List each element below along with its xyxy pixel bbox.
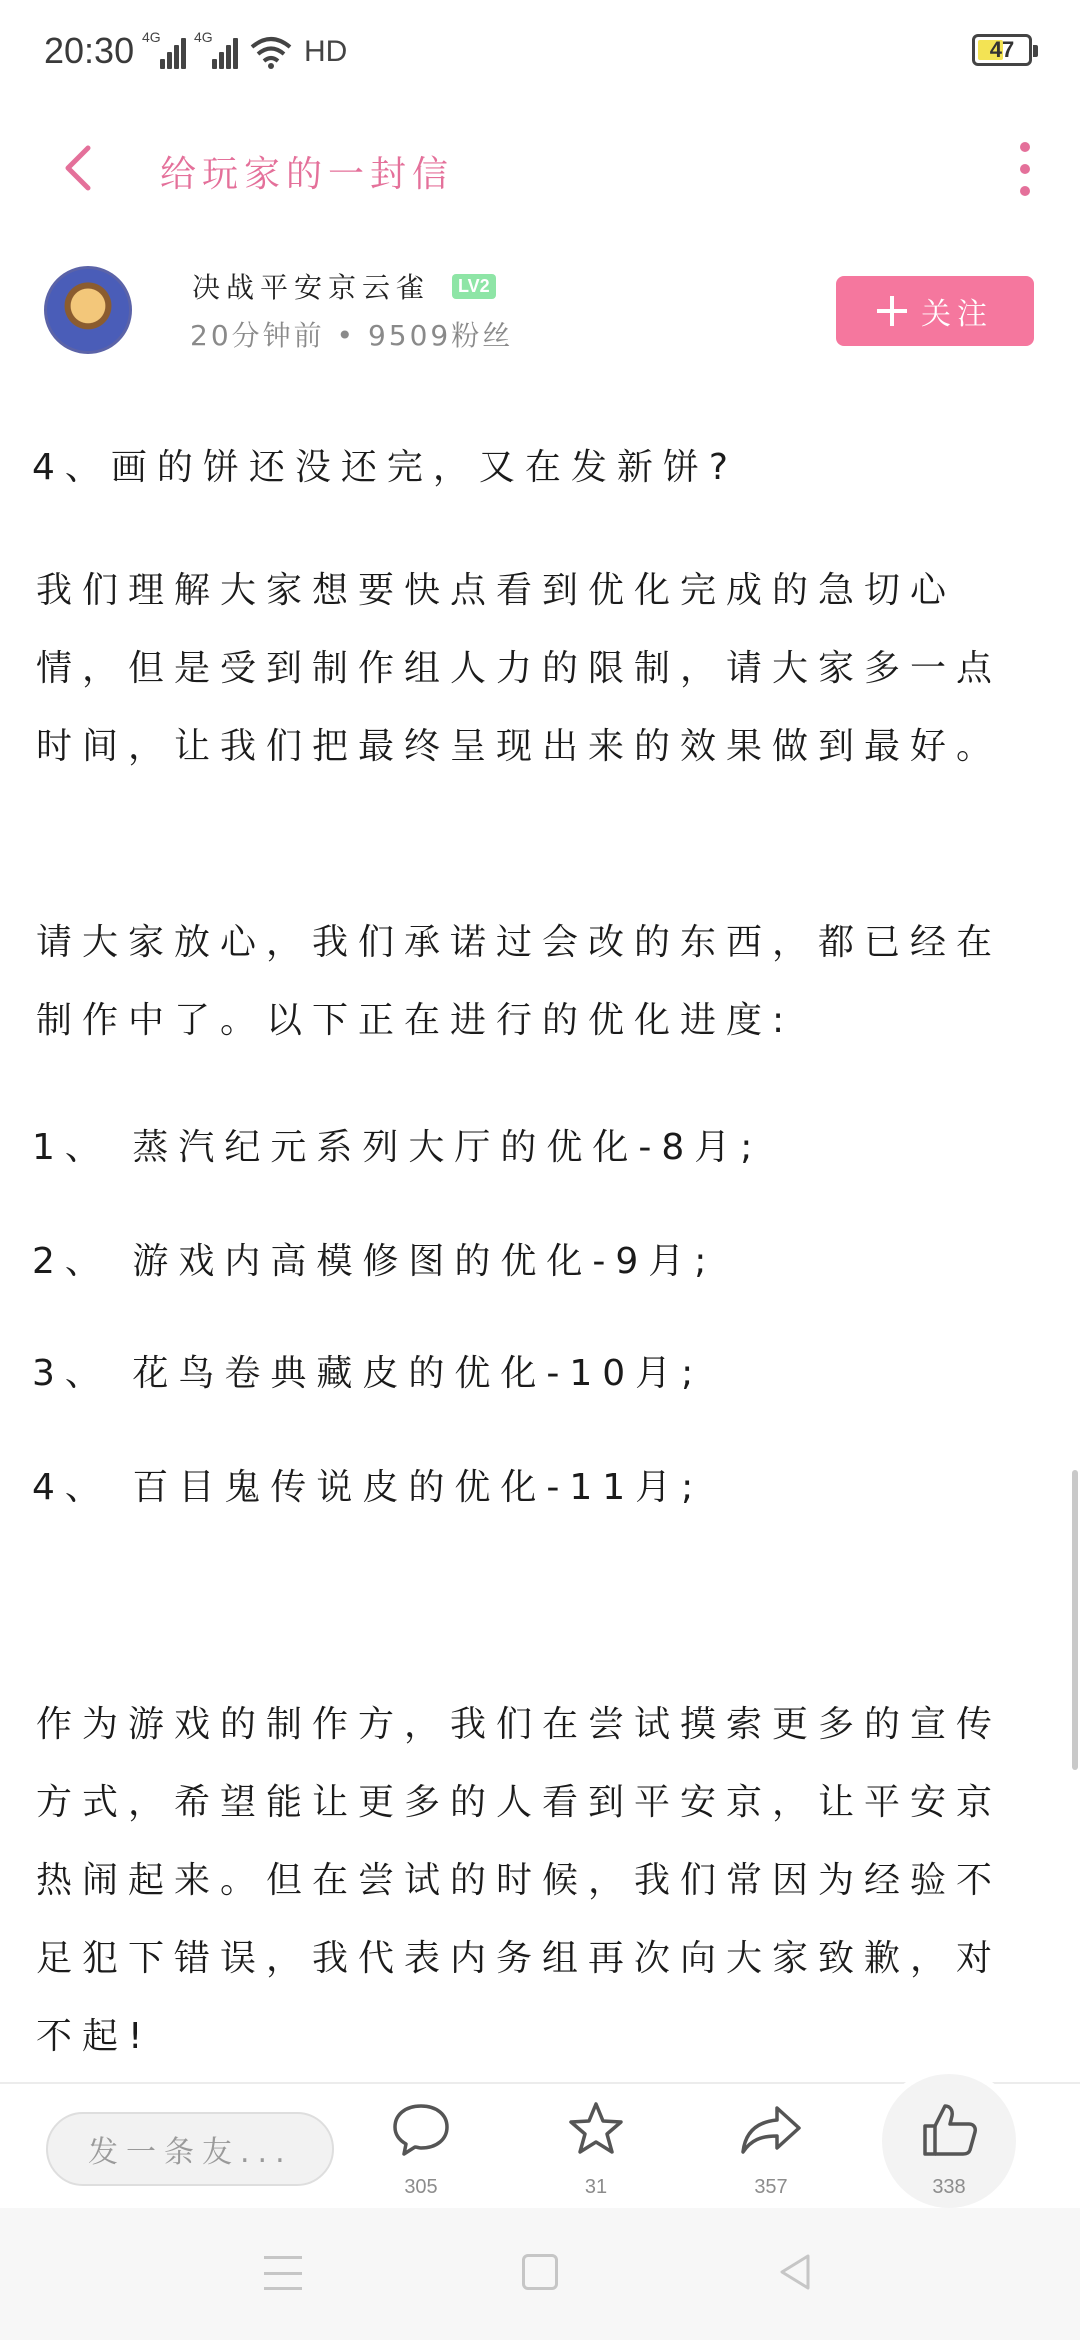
- more-vertical-icon[interactable]: [1010, 142, 1040, 196]
- author-name[interactable]: 决战平安京云雀: [192, 271, 431, 304]
- signal-icon: 4G: [146, 35, 186, 69]
- post-time: 20分钟前: [190, 319, 325, 352]
- level-badge: LV2: [452, 274, 496, 299]
- paragraph: 1、 蒸汽纪元系列大厅的优化-8月;: [32, 1127, 763, 1168]
- paragraph: 2、 游戏内高模修图的优化-9月;: [32, 1241, 717, 1282]
- paragraph: 4、画的饼还没还完，又在发新饼?: [32, 447, 739, 488]
- home-icon[interactable]: [522, 2254, 558, 2290]
- favorite-count: 31: [584, 2176, 608, 2198]
- header: [0, 118, 1080, 222]
- signal-icon: 4G: [198, 35, 238, 69]
- share-button[interactable]: [716, 2098, 826, 2208]
- paragraph: 请大家放心，我们承诺过会改的东西，都已经在制作中了。以下正在进行的优化进度:: [36, 922, 1003, 1041]
- author-meta: [190, 314, 513, 354]
- avatar[interactable]: [44, 266, 132, 354]
- battery-level: 47: [989, 37, 1015, 62]
- battery-icon: [972, 34, 1032, 66]
- paragraph: 3、 花鸟卷典藏皮的优化-10月;: [32, 1353, 704, 1394]
- paragraph: 作为游戏的制作方，我们在尝试摸索更多的宣传方式，希望能让更多的人看到平安京，让平安京热闹起来。但在尝试的时候，我们常因为经验不足犯下错误，我代表内务组再次向大家致歉，对不起!: [36, 1704, 1003, 2057]
- comment-input[interactable]: 发一条友...: [46, 2112, 334, 2186]
- status-icons: [142, 29, 348, 74]
- status-time: 20:30: [44, 30, 135, 71]
- favorite-button[interactable]: [541, 2098, 651, 2208]
- comment-button[interactable]: [366, 2098, 476, 2208]
- back-triangle-icon[interactable]: [776, 2252, 816, 2292]
- share-count: 357: [754, 2176, 788, 2198]
- page-title: 给玩家的一封信: [160, 154, 455, 195]
- paragraph: 4、 百目鬼传说皮的优化-11月;: [32, 1467, 704, 1508]
- follow-button[interactable]: [836, 276, 1034, 346]
- paragraph: 我们理解大家想要快点看到优化完成的急切心情，但是受到制作组人力的限制，请大家多一点时间，让我们把最终呈现出来的效果做到最好。: [36, 570, 1003, 767]
- comment-count: 305: [404, 2176, 438, 2198]
- wifi-icon: [250, 35, 292, 69]
- like-button[interactable]: [894, 2098, 1004, 2208]
- author-row: [0, 252, 1080, 372]
- system-nav-bar: [0, 2208, 1080, 2340]
- star-icon: [564, 2098, 628, 2162]
- share-arrow-icon: [739, 2098, 803, 2162]
- status-bar: [0, 0, 1080, 108]
- meta-separator: •: [336, 319, 368, 352]
- thumbs-up-icon: [917, 2098, 981, 2162]
- bottom-action-bar: [0, 2082, 1080, 2208]
- fans-count: 9509粉丝: [367, 319, 514, 352]
- scrollbar[interactable]: [1072, 1470, 1078, 1770]
- plus-icon: [877, 296, 907, 326]
- follow-label: 关注: [921, 297, 993, 332]
- like-count: 338: [932, 2176, 966, 2198]
- comment-icon: [389, 2098, 453, 2162]
- hd-indicator: HD: [304, 35, 348, 68]
- chevron-left-icon[interactable]: [52, 140, 108, 196]
- menu-icon[interactable]: [264, 2256, 302, 2290]
